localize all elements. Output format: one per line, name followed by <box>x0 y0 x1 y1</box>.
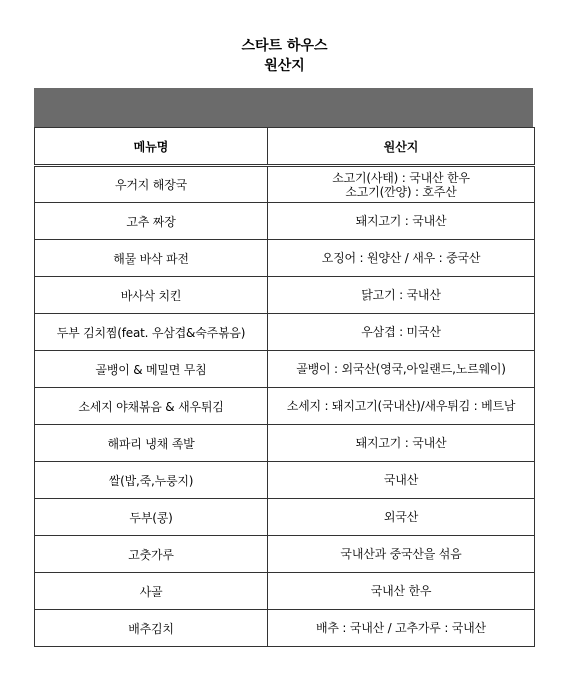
origin-cell <box>268 388 535 425</box>
origin-cell <box>268 314 535 351</box>
origin-text: 외국산 <box>383 510 419 524</box>
origin-cell <box>268 610 535 647</box>
menu-name: 두부(콩) <box>129 510 173 525</box>
table-row <box>35 277 535 314</box>
menu-name: 소세지 야채볶음 & 새우튀김 <box>78 399 224 414</box>
origin-text: 돼지고기 : 국내산 <box>355 436 447 450</box>
table-row <box>35 462 535 499</box>
menu-name: 쌀(밥,죽,누룽지) <box>108 473 194 488</box>
origin-cell <box>268 203 535 240</box>
origin-text: 골뱅이 : 외국산(영국,아일랜드,노르웨이) <box>296 362 506 376</box>
origin-cell <box>268 277 535 314</box>
menu-name-cell <box>35 240 268 277</box>
menu-name-cell <box>35 425 268 462</box>
column-header-menu: 메뉴명 <box>35 128 268 166</box>
origin-text: 닭고기 : 국내산 <box>361 288 441 302</box>
table-row <box>35 388 535 425</box>
origin-cell <box>268 166 535 203</box>
table-body <box>35 166 535 647</box>
menu-name: 사골 <box>139 584 163 599</box>
table-row <box>35 499 535 536</box>
origin-cell <box>268 536 535 573</box>
origin-cell <box>268 351 535 388</box>
origin-cell <box>268 240 535 277</box>
origin-cell <box>268 462 535 499</box>
menu-name-cell <box>35 610 268 647</box>
menu-name-cell <box>35 536 268 573</box>
origin-text: 국내산 <box>383 473 419 487</box>
origin-text: 국내산 한우 <box>370 584 432 598</box>
restaurant-name: 스타트 하우스 <box>241 38 328 54</box>
origin-cell <box>268 499 535 536</box>
menu-name: 바사삭 치킨 <box>120 288 182 303</box>
table-header-row <box>35 128 535 166</box>
origin-text: 소세지 : 돼지고기(국내산)/새우튀김 : 베트남 <box>286 399 516 413</box>
origin-heading: 원산지 <box>264 58 305 74</box>
header-banner <box>34 88 533 128</box>
origin-text: 국내산과 중국산을 섞음 <box>340 547 462 561</box>
origin-text: 소고기(깐양) : 호주산 <box>345 184 457 199</box>
table-row <box>35 425 535 462</box>
menu-name-cell <box>35 277 268 314</box>
menu-name: 우거지 해장국 <box>115 178 187 192</box>
menu-name: 해파리 냉채 족발 <box>107 436 195 451</box>
menu-name: 고추 짜장 <box>126 214 176 229</box>
menu-name-cell <box>35 314 268 351</box>
menu-name-cell <box>35 499 268 536</box>
table-row <box>35 166 535 203</box>
table-row <box>35 351 535 388</box>
menu-name-cell <box>35 351 268 388</box>
menu-name-cell <box>35 388 268 425</box>
menu-name: 골뱅이 & 메밀면 무침 <box>95 362 207 377</box>
origin-text: 배추 : 국내산 / 고추가루 : 국내산 <box>316 621 486 635</box>
table-row <box>35 610 535 647</box>
origin-text: 돼지고기 : 국내산 <box>355 214 447 228</box>
menu-name-cell <box>35 166 268 203</box>
menu-name: 두부 김치찜(feat. 우삼겹&숙주볶음) <box>56 325 246 340</box>
table-row <box>35 573 535 610</box>
origin-cell <box>268 573 535 610</box>
table-row <box>35 314 535 351</box>
origin-text: 오징어 : 원양산 / 새우 : 중국산 <box>321 251 481 265</box>
origin-cell <box>268 425 535 462</box>
column-header-origin: 원산지 <box>268 128 535 166</box>
table-row <box>35 536 535 573</box>
table-row <box>35 203 535 240</box>
origin-text: 우삼겹 : 미국산 <box>361 325 441 339</box>
menu-name-cell <box>35 203 268 240</box>
page-title <box>0 36 569 76</box>
origin-text: 소고기(사태) : 국내산 한우 <box>332 170 470 185</box>
table-row <box>35 240 535 277</box>
menu-name: 고춧가루 <box>128 547 174 562</box>
menu-name-cell <box>35 462 268 499</box>
menu-name: 배추김치 <box>128 621 174 636</box>
origin-table <box>34 127 535 647</box>
menu-name-cell <box>35 573 268 610</box>
menu-name: 해물 바삭 파전 <box>113 251 189 266</box>
